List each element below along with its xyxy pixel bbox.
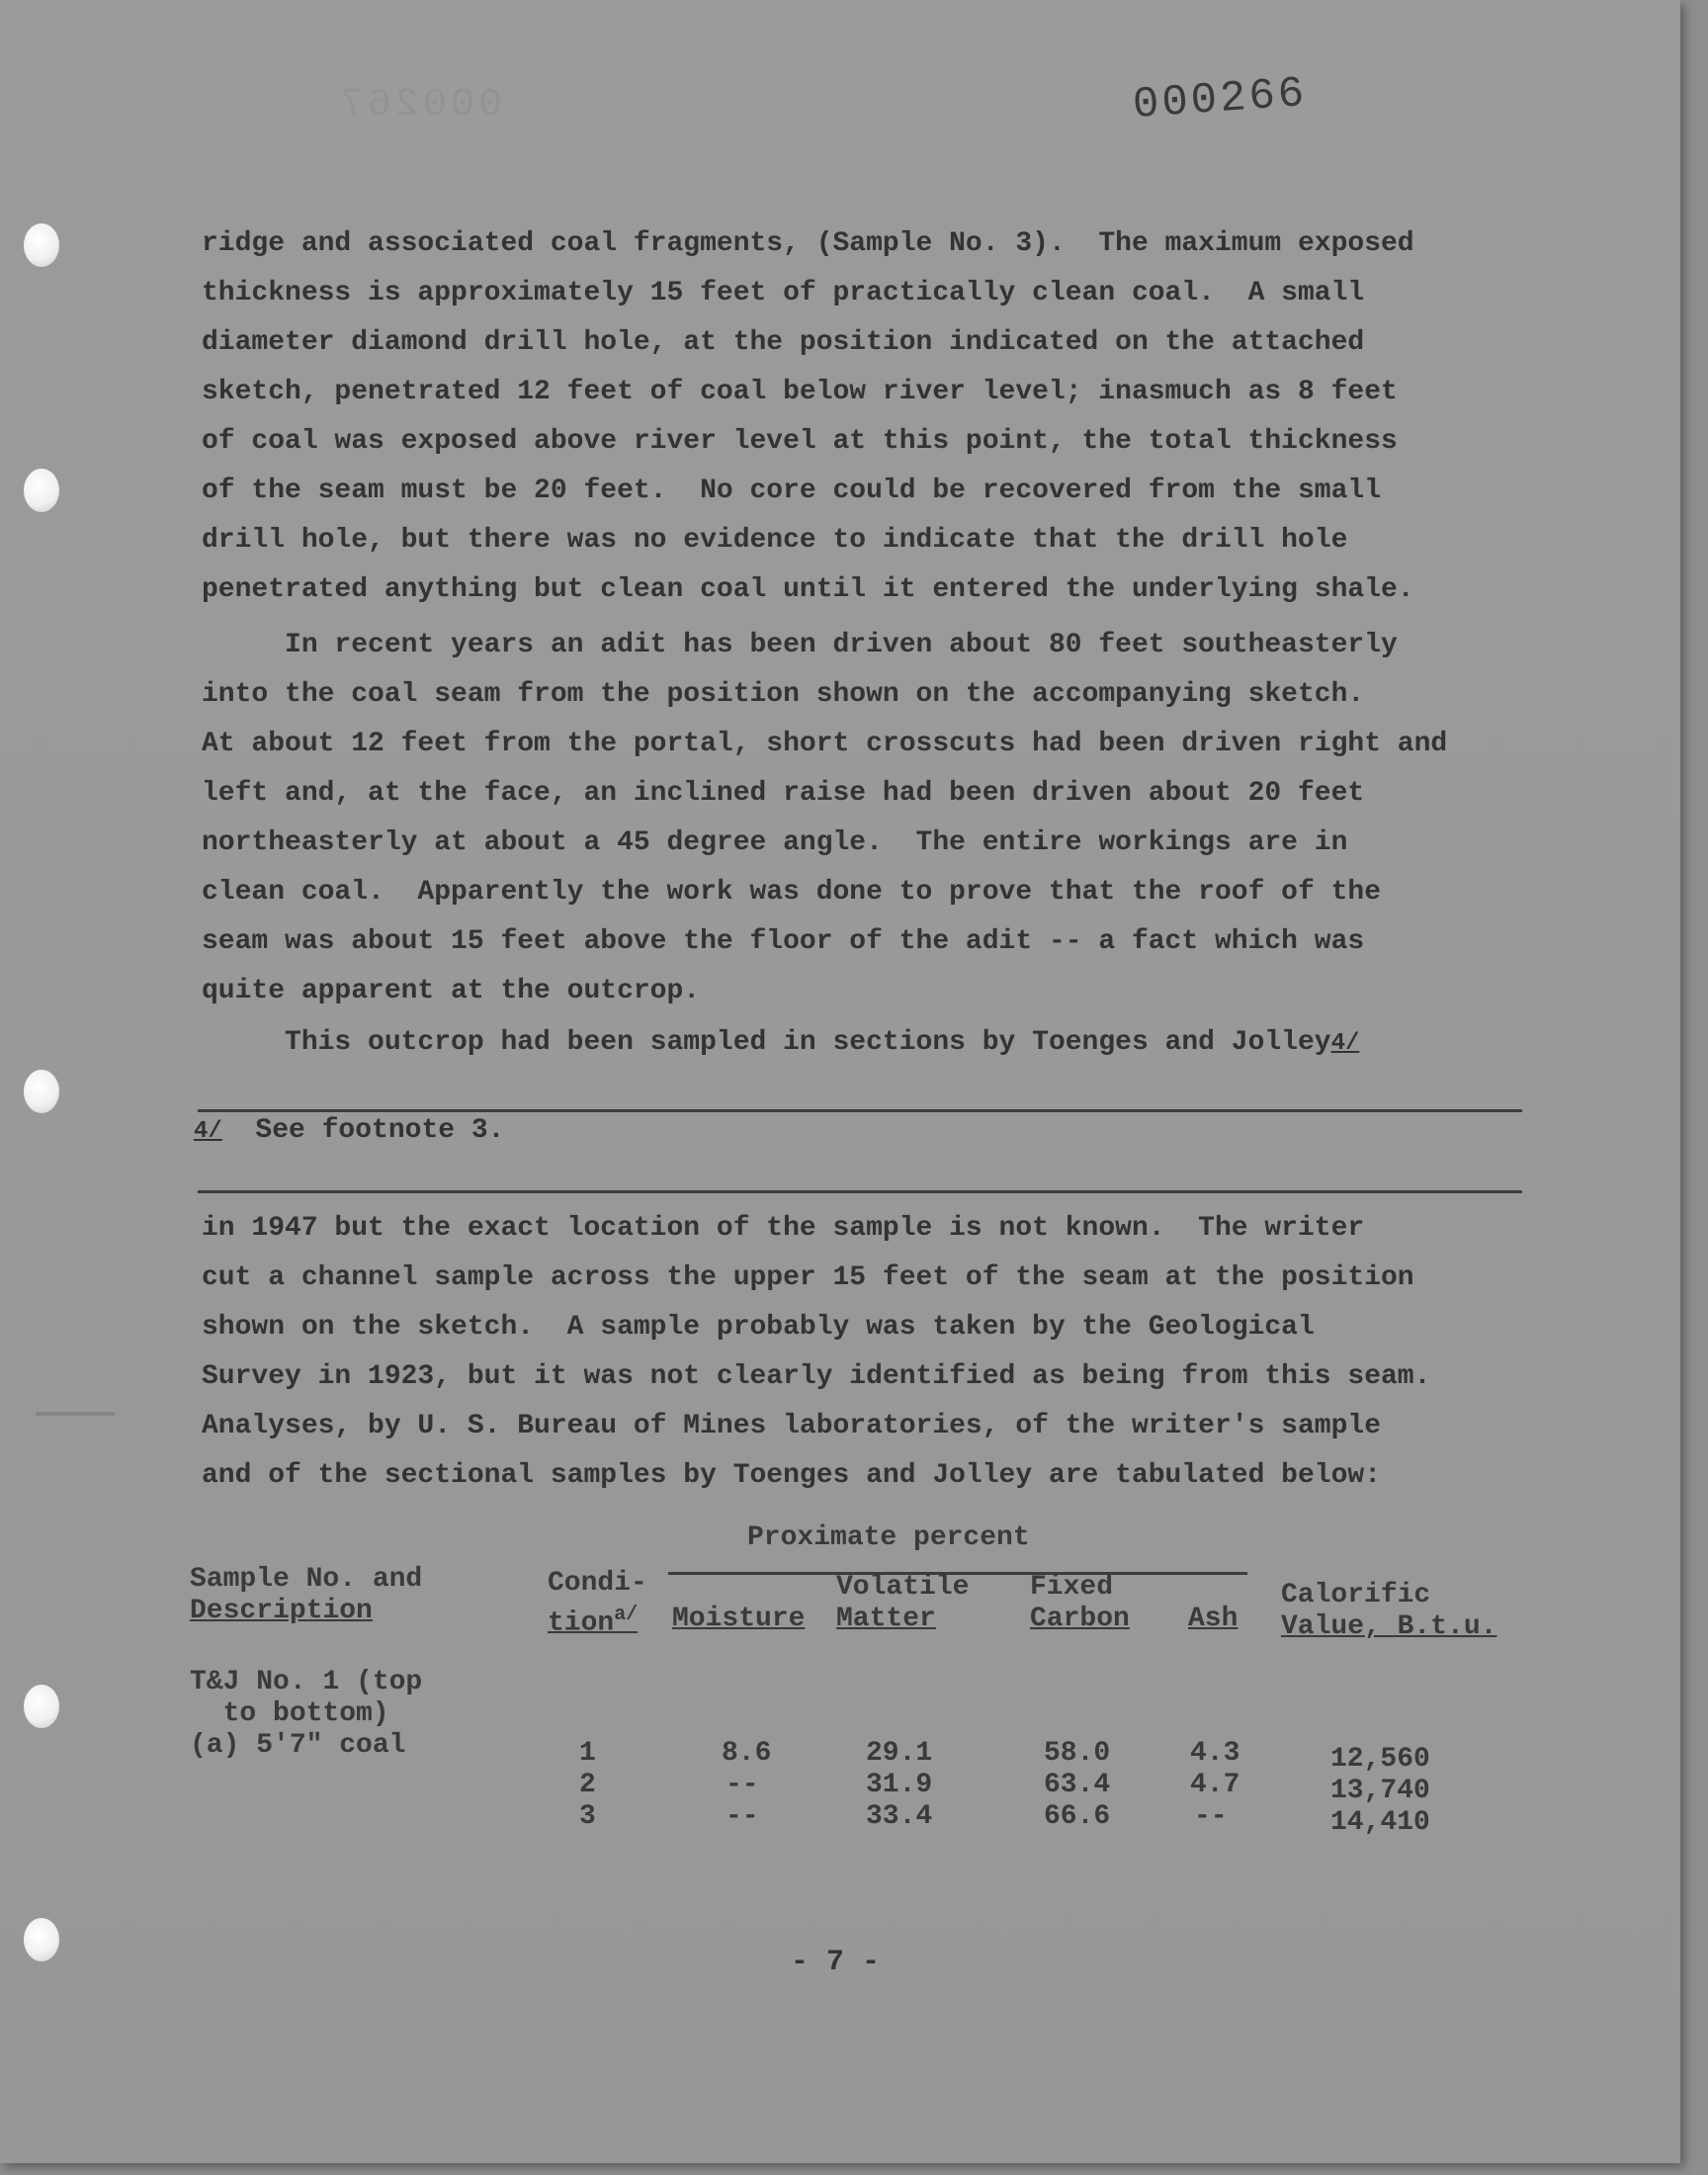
text-line: left and, at the face, an inclined raise had been driven about 20 feet (202, 778, 1365, 809)
text-line: into the coal seam from the position shown on the accompanying sketch. (202, 679, 1365, 710)
header-calorific: Value, B.t.u. (1281, 1611, 1497, 1642)
text-line: Survey in 1923, but it was not clearly identified as being from this seam. (202, 1361, 1431, 1392)
cell-ash: -- (1194, 1801, 1228, 1832)
header-condition-text: tion (548, 1608, 615, 1639)
text-line: northeasterly at about a 45 degree angle. The entire workings are in (202, 827, 1348, 858)
header-fixed: Fixed (1030, 1572, 1114, 1603)
cell-volatile: 33.4 (866, 1801, 933, 1832)
cell-calorific: 14,410 (1330, 1807, 1430, 1838)
cell-fixed: 63.4 (1044, 1770, 1111, 1800)
text-line: ridge and associated coal fragments, (Sample No. 3). The maximum exposed (202, 228, 1414, 259)
paragraph-3 (202, 1018, 1546, 1069)
punch-hole (24, 469, 59, 512)
footnote-reference: 4/ (1330, 1030, 1360, 1057)
cell-condition: 1 (579, 1738, 596, 1769)
paragraph-2 (202, 621, 1546, 1016)
paragraph-4 (202, 1204, 1546, 1501)
header-condition (548, 1600, 638, 1639)
punch-hole (24, 1070, 59, 1113)
text-line: shown on the sketch. A sample probably was taken by the Geological (202, 1312, 1315, 1343)
text-line: penetrated anything but clean coal until it entered the underlying shale. (202, 574, 1414, 605)
cell-calorific: 12,560 (1330, 1744, 1430, 1775)
text-line: and of the sectional samples by Toenges and Jolley are tabulated below: (202, 1460, 1381, 1491)
proximate-group-header: Proximate percent (747, 1522, 1030, 1553)
text-line: sketch, penetrated 12 feet of coal below river level; inasmuch as 8 feet (202, 377, 1398, 407)
cell-calorific: 13,740 (1330, 1776, 1430, 1806)
cell-volatile: 31.9 (866, 1770, 933, 1800)
header-ash: Ash (1188, 1604, 1238, 1634)
text-line: of the seam must be 20 feet. No core could be recovered from the small (202, 476, 1381, 506)
text-line: At about 12 feet from the portal, short crosscuts had been driven right and (202, 729, 1448, 759)
text-line: thickness is approximately 15 feet of practically clean coal. A small (202, 278, 1365, 308)
text-line: Analyses, by U. S. Bureau of Mines laboratories, of the writer's sample (202, 1411, 1381, 1441)
cell-moisture: 8.6 (722, 1738, 772, 1769)
footnote (194, 1115, 504, 1146)
edge-mark (36, 1412, 115, 1416)
bleed-through-number: 000267 (336, 83, 503, 128)
text-line (202, 1018, 1546, 1069)
footnote-separator (198, 1109, 1522, 1112)
cell-volatile: 29.1 (866, 1738, 933, 1769)
footnote-separator (198, 1190, 1522, 1193)
header-fixed: Carbon (1030, 1604, 1130, 1634)
text-line: in 1947 but the exact location of the sample is not known. The writer (202, 1213, 1365, 1244)
text-line: diameter diamond drill hole, at the position indicated on the attached (202, 327, 1365, 358)
sample-description: T&J No. 1 (top (190, 1667, 423, 1697)
header-condition: Condi- (548, 1568, 647, 1599)
cell-fixed: 58.0 (1044, 1738, 1111, 1769)
text-line: clean coal. Apparently the work was done to prove that the roof of the (202, 877, 1381, 908)
cell-condition: 2 (579, 1770, 596, 1800)
text-line: quite apparent at the outcrop. (202, 976, 701, 1006)
text-line: In recent years an adit has been driven about 80 feet southeasterly (202, 630, 1398, 660)
header-volatile: Matter (836, 1604, 936, 1634)
header-calorific: Calorific (1281, 1580, 1431, 1610)
cell-fixed: 66.6 (1044, 1801, 1111, 1832)
sample-description: to bottom) (190, 1698, 389, 1729)
footnote-marker: 4/ (194, 1118, 222, 1145)
header-condition-ref: a/ (614, 1604, 639, 1626)
header-volatile: Volatile (836, 1572, 970, 1603)
cell-ash: 4.7 (1190, 1770, 1240, 1800)
punch-hole (24, 1918, 59, 1961)
sample-description: (a) 5'7" coal (190, 1730, 406, 1761)
cell-ash: 4.3 (1190, 1738, 1240, 1769)
cell-moisture: -- (726, 1770, 759, 1800)
footnote-text: See footnote 3. (221, 1115, 505, 1146)
header-moisture: Moisture (672, 1604, 806, 1634)
text-line: cut a channel sample across the upper 15 feet of the seam at the position (202, 1262, 1414, 1293)
text-line: of coal was exposed above river level at this point, the total thickness (202, 426, 1398, 457)
text-line: seam was about 15 feet above the floor of the adit -- a fact which was (202, 926, 1365, 957)
text-line: drill hole, but there was no evidence to indicate that the drill hole (202, 525, 1348, 556)
header-sample: Sample No. and (190, 1564, 423, 1595)
cell-condition: 3 (579, 1801, 596, 1832)
paragraph-1 (202, 219, 1546, 615)
punch-hole (24, 223, 59, 267)
cell-moisture: -- (726, 1801, 759, 1832)
page-number: - 7 - (791, 1946, 881, 1979)
text-line-body: This outcrop had been sampled in sections by Toenges and Jolley (202, 1027, 1331, 1058)
document-stamp-number: 000266 (1131, 68, 1309, 131)
punch-hole (24, 1685, 59, 1728)
header-sample: Description (190, 1596, 373, 1626)
